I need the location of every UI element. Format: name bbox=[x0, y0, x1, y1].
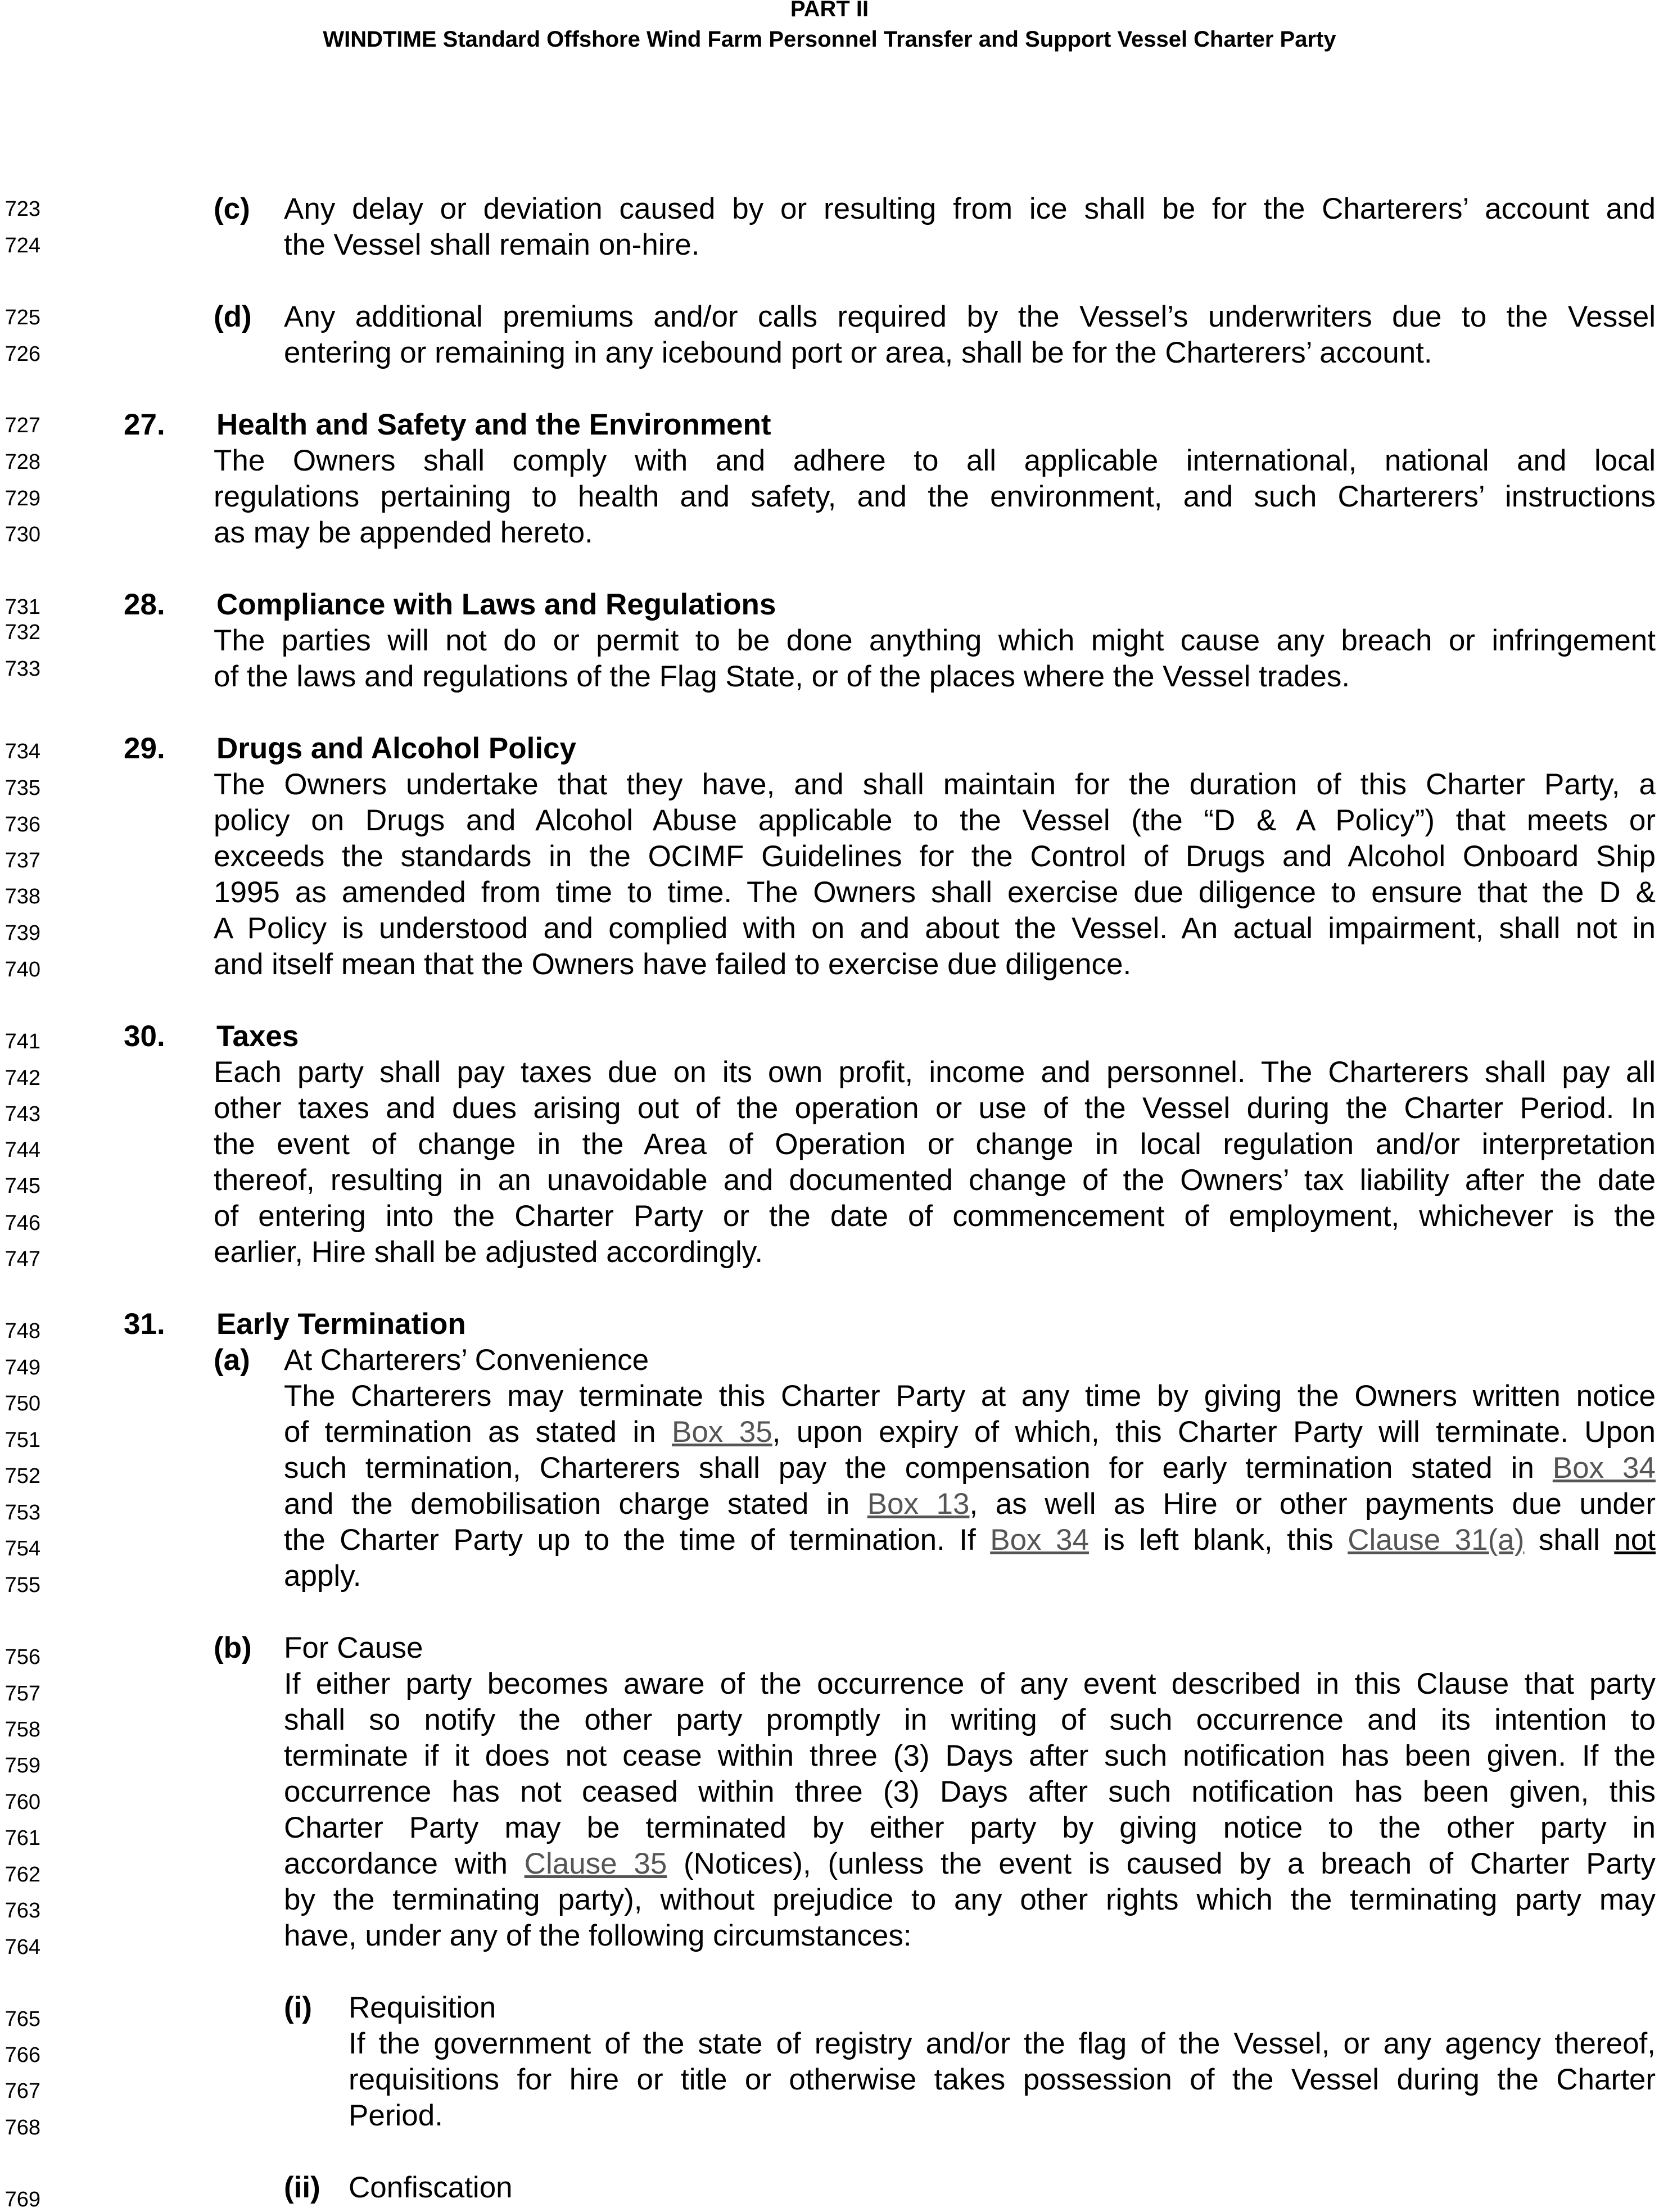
text-run: accordance with bbox=[284, 1847, 508, 1880]
clause-30-line: of entering into the Charter Party or the date of commencement of employment, whichever is the bbox=[214, 1200, 1656, 1233]
clause-31b-ii-label: (ii) bbox=[284, 2171, 320, 2204]
clause-28-number: 28. bbox=[124, 588, 165, 621]
clause-31b-i-label: (i) bbox=[284, 1991, 313, 2024]
line-number: 769 bbox=[4, 2188, 40, 2211]
clause-31b-line: by the terminating party), without prejudice to any other rights which the terminating party may bbox=[284, 1883, 1656, 1916]
line-number: 746 bbox=[4, 1211, 40, 1235]
line-number: 752 bbox=[4, 1464, 40, 1488]
line-number: 726 bbox=[4, 342, 40, 366]
line-number: 729 bbox=[4, 487, 40, 510]
line-number: 751 bbox=[4, 1428, 40, 1452]
clause-26c-line: the Vessel shall remain on-hire. bbox=[284, 228, 700, 261]
line-number: 755 bbox=[4, 1573, 40, 1597]
clause-29-heading: Drugs and Alcohol Policy bbox=[216, 732, 577, 765]
document-title: WINDTIME Standard Offshore Wind Farm Personnel Transfer and Support Vessel Charter Party bbox=[323, 27, 1336, 52]
clause-31a-line: The Charterers may terminate this Charter Party at any time by giving the Owners written notice bbox=[284, 1379, 1656, 1413]
clause-29-number: 29. bbox=[124, 732, 165, 765]
text-run: , as well as Hire or other payments due under bbox=[969, 1487, 1656, 1521]
text-run: of termination as stated in bbox=[284, 1415, 656, 1449]
clause-27-line: as may be appended hereto. bbox=[214, 516, 593, 549]
clause-27-heading: Health and Safety and the Environment bbox=[216, 408, 771, 441]
clause-31b-i-line: Period. bbox=[349, 2099, 443, 2132]
clause-35-link[interactable]: Clause 35 bbox=[524, 1847, 667, 1880]
clause-26c-label: (c) bbox=[214, 192, 250, 225]
clause-31b-line: terminate if it does not cease within three (3) Days after such notification has been given. If the bbox=[284, 1739, 1656, 1772]
emphasis-not: not bbox=[1614, 1523, 1656, 1557]
clause-31a-label: (a) bbox=[214, 1344, 250, 1377]
clause-31b-title: For Cause bbox=[284, 1631, 423, 1664]
line-number: 760 bbox=[4, 1790, 40, 1814]
text-run: the Charter Party up to the time of termination. If bbox=[284, 1523, 976, 1557]
text-run: shall bbox=[1538, 1523, 1600, 1557]
clause-27-number: 27. bbox=[124, 408, 165, 441]
clause-31a-line bbox=[284, 1522, 1656, 1558]
clause-30-line: the event of change in the Area of Operation or change in local regulation and/or interpretation bbox=[214, 1128, 1656, 1161]
clause-27-line: regulations pertaining to health and safety, and the environment, and such Charterers’ instructions bbox=[214, 480, 1656, 513]
clause-31a-line bbox=[284, 1486, 1656, 1522]
clause-31a-line bbox=[284, 1450, 1656, 1486]
line-number: 733 bbox=[4, 657, 40, 681]
line-number: 738 bbox=[4, 885, 40, 908]
text-run: (Notices), (unless the event is caused by a breach of Charter Party bbox=[684, 1847, 1656, 1880]
clause-29-line: policy on Drugs and Alcohol Abuse applicable to the Vessel (the “D & A Policy”) that meets or bbox=[214, 804, 1656, 837]
line-number: 745 bbox=[4, 1174, 40, 1198]
clause-28-line: of the laws and regulations of the Flag State, or of the places where the Vessel trades. bbox=[214, 660, 1350, 693]
clause-31a-title: At Charterers’ Convenience bbox=[284, 1344, 649, 1377]
line-number: 728 bbox=[4, 450, 40, 474]
box-35-link[interactable]: Box 35 bbox=[672, 1415, 772, 1449]
line-number: 724 bbox=[4, 234, 40, 257]
clause-29-line: exceeds the standards in the OCIMF Guidelines for the Control of Drugs and Alcohol Onboard Ship bbox=[214, 840, 1656, 873]
clause-30-heading: Taxes bbox=[216, 1020, 299, 1053]
box-34-link[interactable]: Box 34 bbox=[990, 1523, 1089, 1557]
clause-28-line: The parties will not do or permit to be done anything which might cause any breach or infringement bbox=[214, 624, 1656, 657]
line-number: 723 bbox=[4, 197, 40, 221]
line-number: 743 bbox=[4, 1102, 40, 1126]
line-number: 735 bbox=[4, 776, 40, 800]
clause-30-line: earlier, Hire shall be adjusted accordingly. bbox=[214, 1236, 763, 1269]
clause-30-line: thereof, resulting in an unavoidable and documented change of the Owners’ tax liability after the date bbox=[214, 1164, 1656, 1197]
line-number: 747 bbox=[4, 1247, 40, 1271]
line-number: 737 bbox=[4, 849, 40, 872]
clause-30-number: 30. bbox=[124, 1020, 165, 1053]
line-number: 727 bbox=[4, 414, 40, 437]
line-number: 725 bbox=[4, 306, 40, 329]
box-34-link[interactable]: Box 34 bbox=[1552, 1451, 1656, 1485]
line-number: 740 bbox=[4, 958, 40, 981]
text-run: such termination, Charterers shall pay the compensation for early termination stated in bbox=[284, 1451, 1534, 1485]
clause-26d-label: (d) bbox=[214, 300, 252, 333]
line-number: 766 bbox=[4, 2043, 40, 2067]
line-number: 761 bbox=[4, 1826, 40, 1850]
clause-31a-line: apply. bbox=[284, 1559, 361, 1593]
line-number: 765 bbox=[4, 2007, 40, 2031]
line-number: 734 bbox=[4, 740, 40, 763]
clause-31b-label: (b) bbox=[214, 1631, 252, 1664]
clause-31a-link[interactable]: Clause 31(a) bbox=[1348, 1523, 1525, 1557]
line-number: 754 bbox=[4, 1537, 40, 1560]
line-number: 741 bbox=[4, 1030, 40, 1053]
line-number: 762 bbox=[4, 1863, 40, 1887]
line-number: 750 bbox=[4, 1392, 40, 1415]
clause-27-line: The Owners shall comply with and adhere to all applicable international, national and local bbox=[214, 444, 1656, 477]
line-number: 744 bbox=[4, 1138, 40, 1162]
line-number: 768 bbox=[4, 2116, 40, 2139]
line-number: 763 bbox=[4, 1899, 40, 1923]
line-number: 732 bbox=[4, 621, 40, 644]
text-run: , upon expiry of which, this Charter Party will terminate. Upon bbox=[772, 1415, 1656, 1449]
line-number: 731 bbox=[4, 595, 40, 619]
text-run: and the demobilisation charge stated in bbox=[284, 1487, 850, 1521]
line-number: 767 bbox=[4, 2079, 40, 2103]
line-number: 748 bbox=[4, 1319, 40, 1343]
line-number: 753 bbox=[4, 1501, 40, 1525]
clause-31b-line: have, under any of the following circumstances: bbox=[284, 1919, 912, 1952]
line-number: 736 bbox=[4, 813, 40, 836]
clause-29-line: A Policy is understood and complied with on and about the Vessel. An actual impairment, shall not in bbox=[214, 912, 1656, 945]
clause-28-heading: Compliance with Laws and Regulations bbox=[216, 588, 776, 621]
clause-31b-ii-title: Confiscation bbox=[349, 2171, 513, 2204]
line-number: 730 bbox=[4, 523, 40, 546]
line-number: 749 bbox=[4, 1356, 40, 1379]
clause-29-line: The Owners undertake that they have, and shall maintain for the duration of this Charter Party, a bbox=[214, 768, 1656, 801]
clause-31b-i-title: Requisition bbox=[349, 1991, 496, 2024]
line-number: 758 bbox=[4, 1718, 40, 1741]
clause-29-line: 1995 as amended from time to time. The Owners shall exercise due diligence to ensure that the D & bbox=[214, 876, 1656, 909]
clause-31b-i-line: If the government of the state of registry and/or the flag of the Vessel, or any agency thereof, bbox=[349, 2027, 1656, 2060]
clause-31b-line: shall so notify the other party promptly in writing of such occurrence and its intention to bbox=[284, 1703, 1656, 1736]
clause-26d-line: entering or remaining in any icebound port or area, shall be for the Charterers’ account. bbox=[284, 336, 1432, 369]
clause-31b-line: occurrence has not ceased within three (3) Days after such notification has been given, this bbox=[284, 1775, 1656, 1808]
clause-31b-line: Charter Party may be terminated by either party by giving notice to the other party in bbox=[284, 1811, 1656, 1844]
clause-31a-line bbox=[284, 1414, 1656, 1450]
line-number: 756 bbox=[4, 1645, 40, 1669]
clause-31b-line: If either party becomes aware of the occurrence of any event described in this Clause that party bbox=[284, 1667, 1656, 1700]
clause-30-line: other taxes and dues arising out of the operation or use of the Vessel during the Charter Period. In bbox=[214, 1092, 1656, 1125]
line-number: 759 bbox=[4, 1754, 40, 1777]
line-number: 739 bbox=[4, 921, 40, 945]
clause-31-number: 31. bbox=[124, 1308, 165, 1341]
line-number: 742 bbox=[4, 1066, 40, 1090]
line-number: 764 bbox=[4, 1935, 40, 1959]
page-part-label: PART II bbox=[790, 0, 869, 21]
text-run: is left blank, this bbox=[1103, 1523, 1333, 1557]
clause-31-heading: Early Termination bbox=[216, 1308, 466, 1341]
clause-29-line: and itself mean that the Owners have failed to exercise due diligence. bbox=[214, 948, 1132, 981]
clause-31b-line bbox=[284, 1846, 1656, 1882]
line-number: 757 bbox=[4, 1682, 40, 1706]
clause-30-line: Each party shall pay taxes due on its own profit, income and personnel. The Charterers shall pay all bbox=[214, 1056, 1656, 1089]
clause-26d-line: Any additional premiums and/or calls required by the Vessel’s underwriters due to the Vessel bbox=[284, 300, 1656, 333]
box-13-link[interactable]: Box 13 bbox=[867, 1487, 970, 1521]
clause-31b-i-line: requisitions for hire or title or otherwise takes possession of the Vessel during the Charter bbox=[349, 2063, 1656, 2096]
clause-26c-line: Any delay or deviation caused by or resulting from ice shall be for the Charterers’ account and bbox=[284, 192, 1656, 225]
